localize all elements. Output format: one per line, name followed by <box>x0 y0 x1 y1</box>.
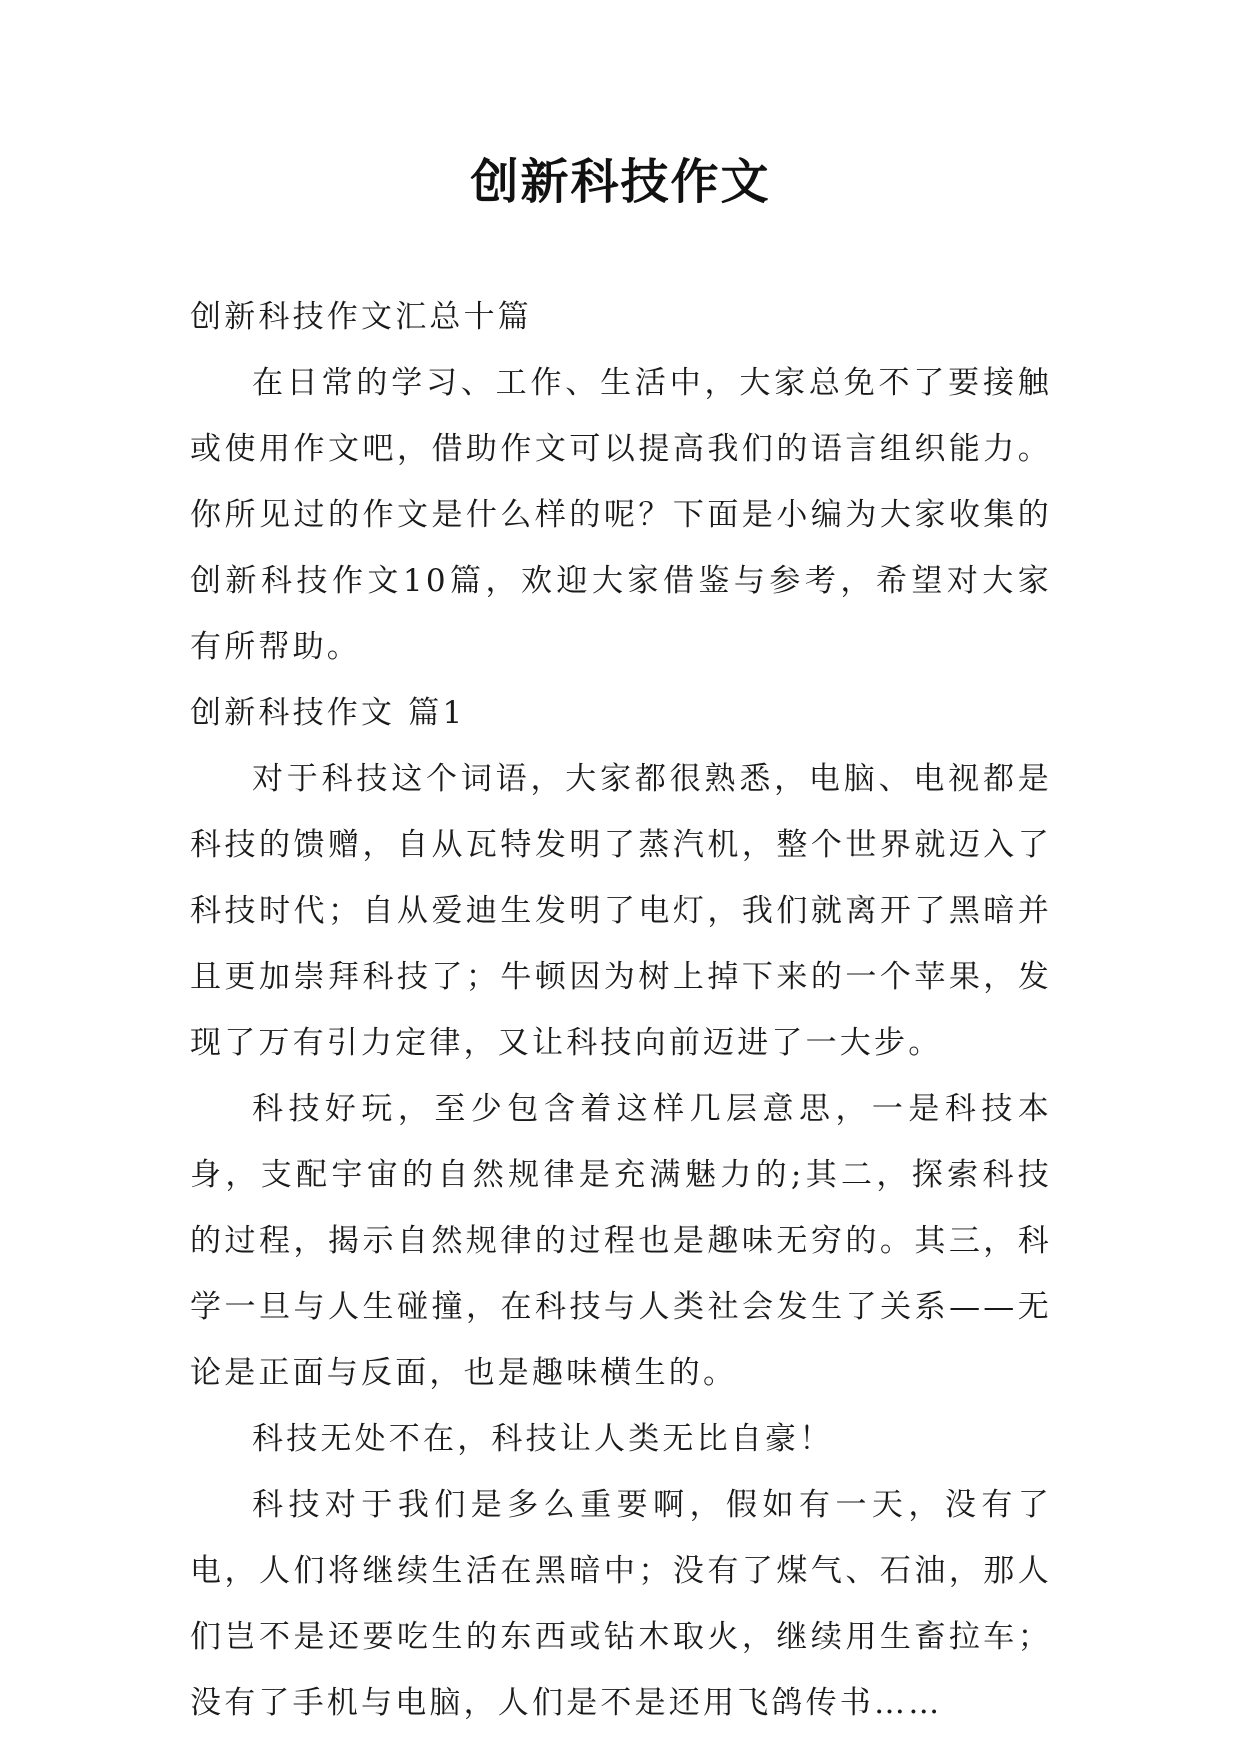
body-paragraph: 对于科技这个词语，大家都很熟悉，电脑、电视都是科技的馈赠，自从瓦特发明了蒸汽机，整个世界就迈入了科技时代；自从爱迪生发明了电灯，我们就离开了黑暗并且更加崇拜科技了；牛顿因为树上掉下来的一个苹果，发现了万有引力定律，又让科技向前迈进了一大步。 <box>190 761 1052 1061</box>
intro-paragraph: 在日常的学习、工作、生活中，大家总免不了要接触或使用作文吧，借助作文可以提高我们的语言组织能力。你所见过的作文是什么样的呢？下面是小编为大家收集的创新科技作文10篇，欢迎大家借鉴与参考，希望对大家有所帮助。 <box>190 365 1052 665</box>
document-title: 创新科技作文 <box>470 154 771 210</box>
collection-heading: 创新科技作文汇总十篇 <box>190 299 532 335</box>
essay-heading: 创新科技作文 篇1 <box>190 695 466 731</box>
document-body <box>190 284 1052 1736</box>
body-paragraph: 科技对于我们是多么重要啊，假如有一天，没有了电，人们将继续生活在黑暗中；没有了煤气、石油，那人们岂不是还要吃生的东西或钻木取火，继续用生畜拉车；没有了手机与电脑，人们是不是还用飞鸽传书…… <box>190 1487 1052 1721</box>
body-paragraph: 科技无处不在，科技让人类无比自豪！ <box>252 1421 834 1457</box>
body-paragraph: 科技好玩，至少包含着这样几层意思，一是科技本身，支配宇宙的自然规律是充满魅力的;其二，探索科技的过程，揭示自然规律的过程也是趣味无穷的。其三，科学一旦与人生碰撞，在科技与人类社会发生了关系——无论是正面与反面，也是趣味横生的。 <box>190 1091 1052 1391</box>
